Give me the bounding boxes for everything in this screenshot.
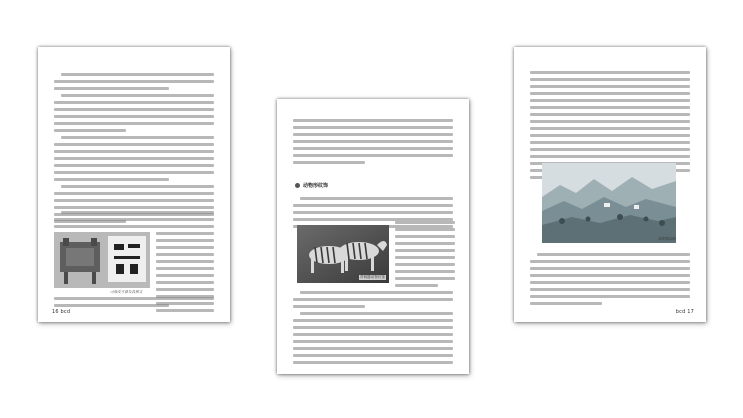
landscape-painting-photo	[542, 163, 676, 243]
page-number: bcd 17	[675, 309, 694, 315]
body-text-block	[293, 119, 453, 168]
side-text-block	[395, 221, 455, 291]
photo-caption: 清乾隆彩绘	[658, 237, 676, 241]
photo-caption: 司母戊方鼎及其铭文	[110, 290, 143, 294]
body-text-block	[54, 73, 214, 227]
book-page-center	[277, 99, 469, 374]
body-text-block-3	[54, 297, 214, 311]
bronze-cauldron-photo	[54, 232, 150, 288]
section-heading-text: 动物形纹饰	[303, 183, 329, 189]
book-page-left	[38, 47, 230, 322]
page-number: 16 bcd	[52, 309, 71, 315]
body-text-block-2	[54, 211, 214, 232]
body-text-block-2	[530, 253, 690, 309]
section-heading	[295, 182, 328, 189]
bullet-icon	[295, 183, 300, 188]
body-text-block-3	[293, 291, 453, 368]
photo-caption: 青铜器动物纹饰	[359, 275, 385, 279]
book-page-right	[514, 47, 706, 322]
zebra-relief-photo	[297, 225, 389, 283]
